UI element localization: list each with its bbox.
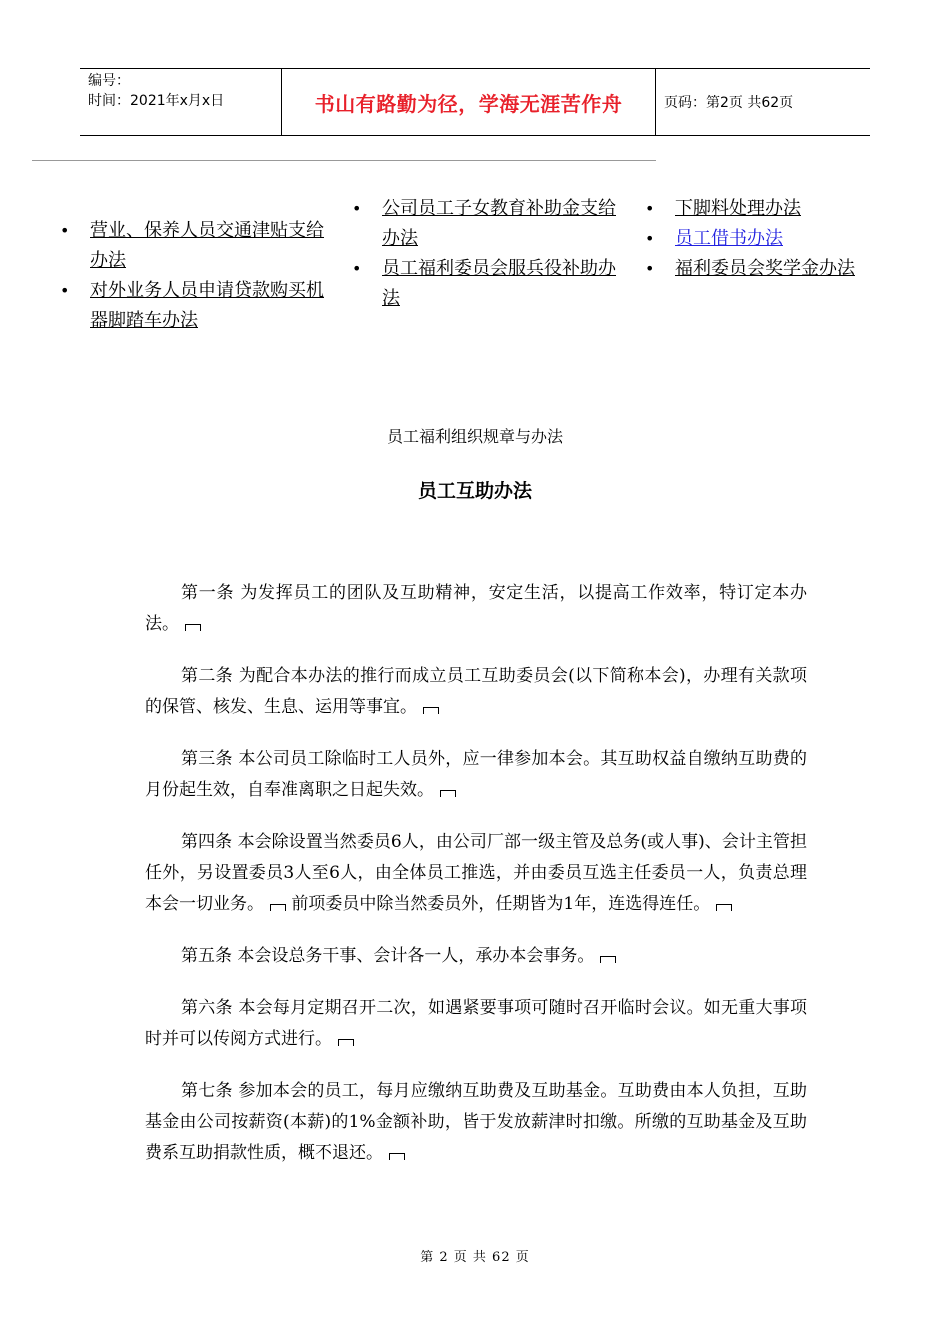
paragraph-mark-icon	[716, 904, 732, 911]
link-column-1	[60, 216, 340, 336]
paragraph-mark-icon	[440, 790, 456, 797]
header-meta	[80, 69, 282, 135]
article-text: 第一条 为发挥员工的团队及互助精神，安定生活，以提高工作效率，特订定本办法。	[145, 583, 807, 634]
article-text: 第二条 为配合本办法的推行而成立员工互助委员会(以下简称本会)，办理有关款项的保管、核发、生息、运用等事宜。	[145, 666, 807, 717]
paragraph-mark-icon	[185, 624, 201, 631]
paragraph-mark-icon	[270, 904, 286, 911]
number-label: 编号：	[88, 73, 130, 89]
article-body	[145, 578, 807, 1190]
paragraph-mark-icon	[389, 1153, 405, 1160]
link-military-service-subsidy[interactable]: 员工福利委员会服兵役补助办法	[382, 258, 616, 309]
link-transport-allowance[interactable]: 营业、保养人员交通津贴支给办法	[90, 220, 324, 271]
article-paragraph	[145, 1076, 807, 1169]
page-footer: 第 2 页 共 62 页	[420, 1250, 530, 1265]
paragraph-mark-icon	[423, 707, 439, 714]
article-paragraph	[145, 827, 807, 920]
article-text: 第六条 本会每月定期召开二次，如遇紧要事项可随时召开临时会议。如无重大事项时并可以传阅方式进行。	[145, 998, 807, 1049]
article-text: 前项委员中除当然委员外，任期皆为1年，连选得连任。	[291, 894, 711, 914]
link-motorcycle-loan[interactable]: 对外业务人员申请贷款购买机器脚踏车办法	[90, 280, 324, 331]
link-column-2	[352, 194, 627, 314]
link-education-subsidy[interactable]: 公司员工子女教育补助金支给办法	[382, 198, 616, 249]
article-paragraph	[145, 744, 807, 806]
date-label: 时间：2021年x月x日	[88, 93, 225, 109]
article-text: 第三条 本公司员工除临时工人员外，应一律参加本会。其互助权益自缴纳互助费的月份起生效，自奉准离职之日起失效。	[145, 749, 807, 800]
link-scholarship[interactable]: 福利委员会奖学金办法	[675, 258, 855, 279]
article-paragraph	[145, 941, 807, 972]
document-title: 员工互助办法	[417, 480, 532, 502]
list-item	[352, 194, 627, 254]
list-item	[645, 254, 885, 284]
article-paragraph	[145, 661, 807, 723]
header-motto: 书山有路勤为径，学海无涯苦作舟	[282, 69, 656, 135]
list-item	[60, 276, 340, 336]
link-book-lending[interactable]: 员工借书办法	[675, 228, 783, 249]
article-paragraph	[145, 578, 807, 640]
article-paragraph	[145, 993, 807, 1055]
paragraph-mark-icon	[338, 1039, 354, 1046]
list-item	[352, 254, 627, 314]
document-subtitle: 员工福利组织规章与办法	[386, 427, 563, 446]
document-header	[80, 68, 870, 136]
header-page-info: 页码：第2页 共62页	[664, 95, 794, 111]
paragraph-mark-icon	[600, 956, 616, 963]
article-text: 第五条 本会设总务干事、会计各一人，承办本会事务。	[181, 946, 595, 966]
link-column-3	[645, 194, 885, 284]
list-item	[60, 216, 340, 276]
article-text: 第七条 参加本会的员工，每月应缴纳互助费及互助基金。互助费由本人负担，互助基金由公司按薪资(本薪)的1%金额补助，皆于发放薪津时扣缴。所缴的互助基金及互助费系互助捐款性质，概不退还。	[145, 1081, 807, 1163]
article-text: 第四条 本会除设置当然委员6人，由公司厂部一级主管及总务(或人事)、会计主管担任外，另设置委员3人至6人，由全体员工推选，并由委员互选主任委员一人，负责总理本会一切业务。	[145, 832, 807, 914]
header-divider	[32, 160, 656, 161]
list-item	[645, 194, 885, 224]
link-scrap-handling[interactable]: 下脚料处理办法	[675, 198, 801, 219]
list-item	[645, 224, 885, 254]
